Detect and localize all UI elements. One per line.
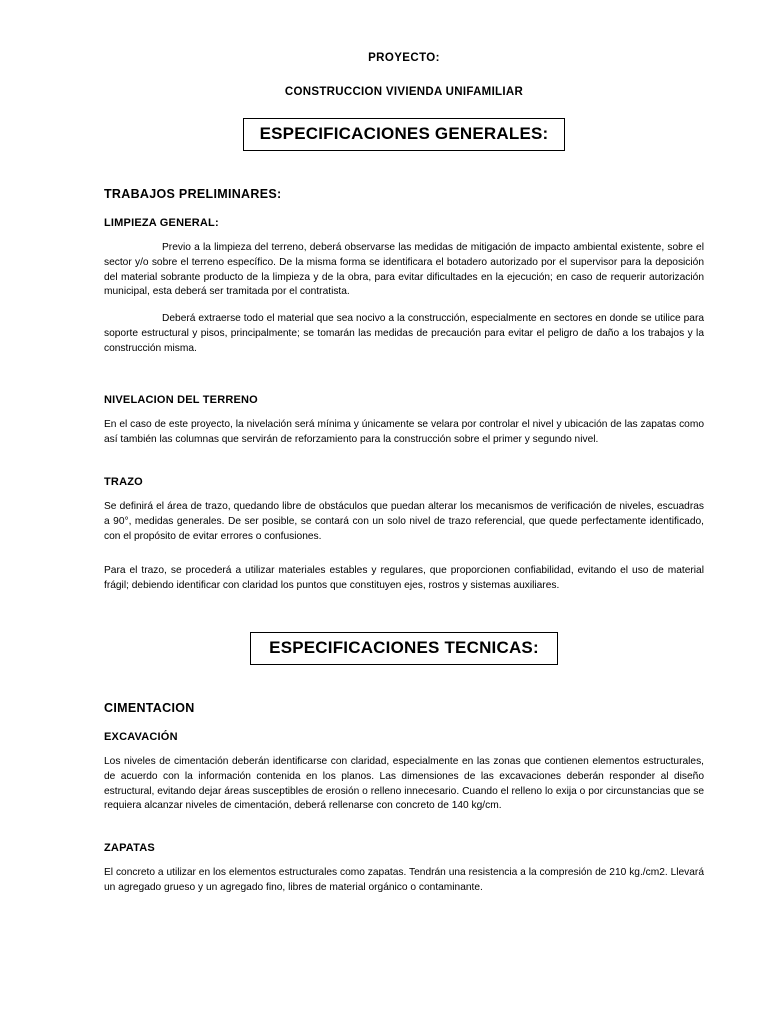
spacer [104,606,704,632]
subheading-zapatas: ZAPATAS [104,842,155,855]
paragraph-trazo-2: Para el trazo, se procederá a utilizar materiales estables y regulares, que proporcionen confiabilidad, evitando el uso de material frágil; debiendo identificar con claridad los puntos que constituyen ejes, rostros y sistemas auxiliares. [104,565,704,592]
spacer [104,368,704,394]
general-specs-banner: ESPECIFICACIONES GENERALES: [243,118,566,151]
spacer [104,556,704,564]
paragraph-text: Deberá extraerse todo el material que sea nocivo a la construcción, especialmente en sectores en donde se utilice para soporte estructural y pisos, principalmente; se tomarán las medidas de precaución para evitar el peligro de daño a los trabajos y la construcción misma. [104,313,704,354]
technical-specs-banner-wrap [104,632,704,665]
section-heading-cimentacion: CIMENTACION [104,700,195,715]
paragraph-text: Previo a la limpieza del terreno, deberá observarse las medidas de mitigación de impacto ambiental existente, sobre el sector y/o sobre el terreno específico. De la misma forma se identificara el botadero autorizado por el supervisor para la deposición del material sobrante producto de la limpieza y de la obra, para evitar dificultades en la ejecución; en caso de requerir autorización municipal, esta deberá ser tramitada por el contratista. [104,242,704,298]
subheading-excavacion: EXCAVACIÓN [104,730,178,743]
subheading-trazo: TRAZO [104,476,143,489]
paragraph-excavacion-1: Los niveles de cimentación deberán identificarse con claridad, especialmente en las zonas que contienen elementos estructurales, de acuerdo con la información contenida en los planos. Las dimensiones de las excavaciones deberán responder al diseño estructural, evitando dejar áreas susceptibles de erosión o relleno innecesario. Cuando el relleno lo exija o por circunstancias que se requiera alcanzar niveles de cimentación, deberá rellenarse con concreto de 140 kg/cm. [104,755,704,812]
project-name: CONSTRUCCION VIVIENDA UNIFAMILIAR [284,86,524,98]
general-specs-banner-wrap [104,118,704,151]
section-heading-trabajos-preliminares: TRABAJOS PRELIMINARES: [104,187,282,201]
paragraph-trazo-1: Se definirá el área de trazo, quedando libre de obstáculos que puedan alterar los mecanismos de verificación de niveles, escuadras a 90°, medidas generales. De ser posible, se contará con un solo nivel de trazo referencial, que quede perfectamente identificado, con el propósito de evitar errores o confusiones. [104,501,704,542]
paragraph-nivelacion-1: En el caso de este proyecto, la nivelación será mínima y únicamente se velara por controlar el nivel y ubicación de las zapatas como así también las columnas que servirán de reforzamiento para la construcción sobre el primer y segundo nivel. [104,419,704,446]
technical-specs-banner: ESPECIFICACIONES TECNICAS: [250,632,558,665]
spacer [104,460,704,476]
paragraph-limpieza-2 [104,312,704,356]
spacer [104,826,704,842]
project-label: PROYECTO: [368,52,440,64]
paragraph-limpieza-1 [104,241,704,300]
subheading-nivelacion-terreno: NIVELACION DEL TERRENO [104,394,258,407]
paragraph-zapatas-1: El concreto a utilizar en los elementos estructurales como zapatas. Tendrán una resistencia a la compresión de 210 kg./cm2. Llevará un agregado grueso y un agregado fino, libres de material orgánico o contaminante. [104,867,704,893]
subheading-limpieza-general: LIMPIEZA GENERAL: [104,217,219,229]
